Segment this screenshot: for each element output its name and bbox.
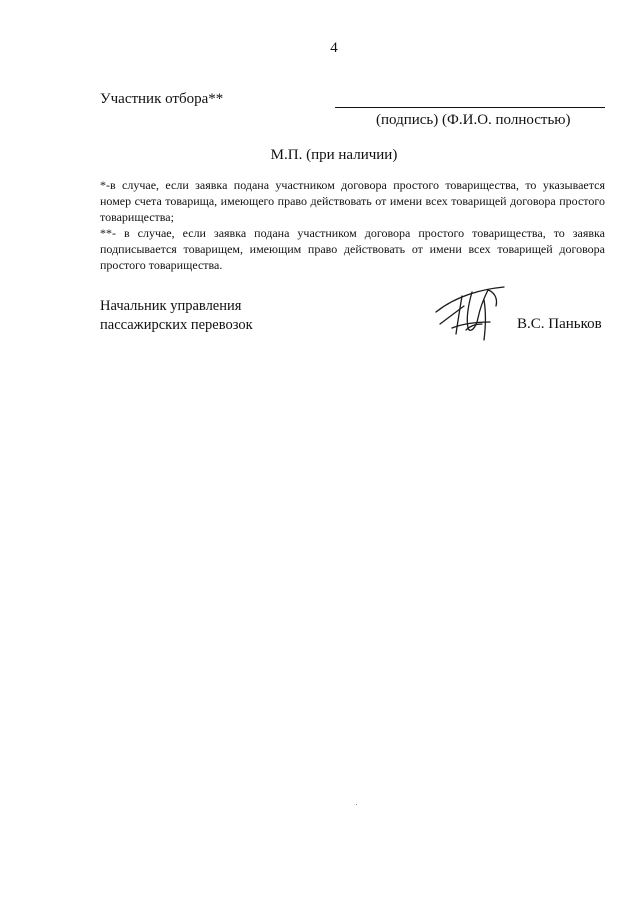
scan-speck: [356, 804, 357, 805]
signature-line: [335, 107, 605, 108]
footnote-2: **- в случае, если заявка подана участником договора простого товарищества, то заявка подписывается товарищем, имеющим право действовать от имени всех товарищей договора простого товарищества.: [100, 226, 605, 272]
footnote-1: *-в случае, если заявка подана участником договора простого товарищества, то указывается номер счета товарища, имеющего право действовать от имени всех товарищей договора простого товарищества;: [100, 178, 605, 224]
signatory-position-line2: пассажирских перевозок: [100, 317, 253, 333]
participant-label: Участник отбора**: [100, 91, 224, 107]
signature-caption: (подпись) (Ф.И.О. полностью): [376, 112, 571, 128]
handwritten-signature-icon: [432, 278, 518, 342]
signatory-position: [100, 297, 253, 335]
footnotes: [100, 177, 605, 273]
page-number: 4: [330, 40, 338, 56]
signatory-position-line1: Начальник управления: [100, 298, 242, 314]
signatory-name: В.С. Паньков: [517, 316, 602, 332]
seal-note: М.П. (при наличии): [270, 147, 398, 163]
